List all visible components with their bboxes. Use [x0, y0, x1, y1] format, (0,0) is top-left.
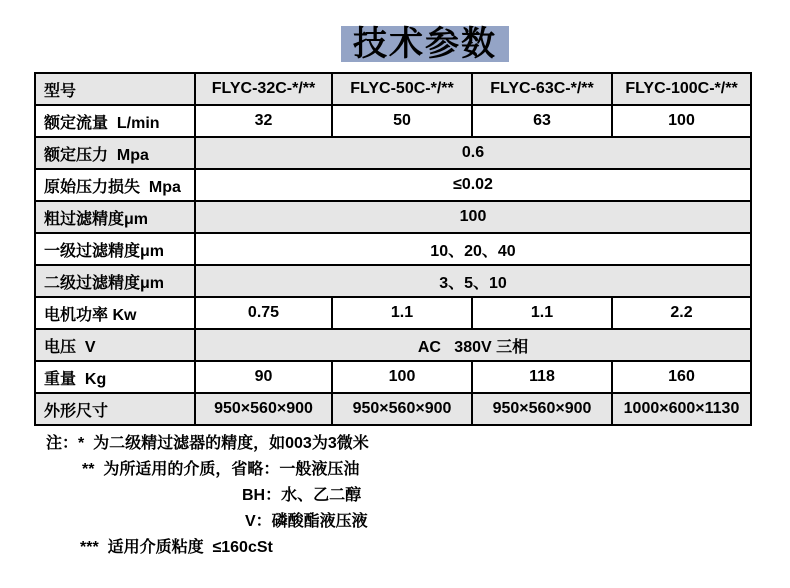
value-cell: 1.1 — [332, 297, 472, 329]
model-header-cell: FLYC-32C-*/** — [195, 73, 332, 105]
note-line: 注：* 为二级精过滤器的精度，如003为3微米 — [46, 435, 369, 452]
span-value-cell: ≤0.02 — [195, 169, 751, 201]
spec-table-body — [35, 73, 751, 425]
row-label-cell: 型号 — [35, 73, 195, 105]
model-header-cell: FLYC-100C-*/** — [612, 73, 751, 105]
table-row — [35, 169, 751, 201]
page-title: 技术参数 — [341, 26, 509, 62]
note-line: *** 适用介质粘度 ≤160cSt — [80, 539, 273, 556]
row-label-cell: 电机功率 Kw — [35, 297, 195, 329]
table-row — [35, 105, 751, 137]
value-cell: 100 — [612, 105, 751, 137]
table-row — [35, 393, 751, 425]
value-cell: 950×560×900 — [472, 393, 612, 425]
table-row — [35, 329, 751, 361]
row-label-cell: 二级过滤精度μm — [35, 265, 195, 297]
row-label-cell: 电压 V — [35, 329, 195, 361]
note-line: ** 为所适用的介质，省略：一般液压油 — [82, 461, 360, 478]
row-label-cell: 额定压力 Mpa — [35, 137, 195, 169]
note-line: BH：水、乙二醇 — [242, 487, 362, 504]
value-cell: 950×560×900 — [195, 393, 332, 425]
span-value-cell: 3、5、10 — [195, 265, 751, 297]
notes-block — [0, 431, 790, 561]
span-value-cell: AC 380V 三相 — [195, 329, 751, 361]
table-header-row — [35, 73, 751, 105]
spec-table — [34, 72, 752, 426]
model-header-cell: FLYC-63C-*/** — [472, 73, 612, 105]
row-label-cell: 原始压力损失 Mpa — [35, 169, 195, 201]
row-label-cell: 外形尺寸 — [35, 393, 195, 425]
table-row — [35, 361, 751, 393]
value-cell: 160 — [612, 361, 751, 393]
table-row — [35, 201, 751, 233]
table-row — [35, 297, 751, 329]
value-cell: 100 — [332, 361, 472, 393]
value-cell: 63 — [472, 105, 612, 137]
value-cell: 118 — [472, 361, 612, 393]
note-line: V：磷酸酯液压液 — [245, 513, 368, 530]
span-value-cell: 100 — [195, 201, 751, 233]
value-cell: 50 — [332, 105, 472, 137]
value-cell: 0.75 — [195, 297, 332, 329]
value-cell: 950×560×900 — [332, 393, 472, 425]
value-cell: 90 — [195, 361, 332, 393]
value-cell: 32 — [195, 105, 332, 137]
title-band — [0, 26, 790, 62]
table-row — [35, 265, 751, 297]
row-label-cell: 粗过滤精度μm — [35, 201, 195, 233]
span-value-cell: 0.6 — [195, 137, 751, 169]
model-header-cell: FLYC-50C-*/** — [332, 73, 472, 105]
value-cell: 1000×600×1130 — [612, 393, 751, 425]
table-row — [35, 137, 751, 169]
row-label-cell: 一级过滤精度μm — [35, 233, 195, 265]
row-label-cell: 重量 Kg — [35, 361, 195, 393]
value-cell: 1.1 — [472, 297, 612, 329]
row-label-cell: 额定流量 L/min — [35, 105, 195, 137]
table-row — [35, 233, 751, 265]
span-value-cell: 10、20、40 — [195, 233, 751, 265]
value-cell: 2.2 — [612, 297, 751, 329]
